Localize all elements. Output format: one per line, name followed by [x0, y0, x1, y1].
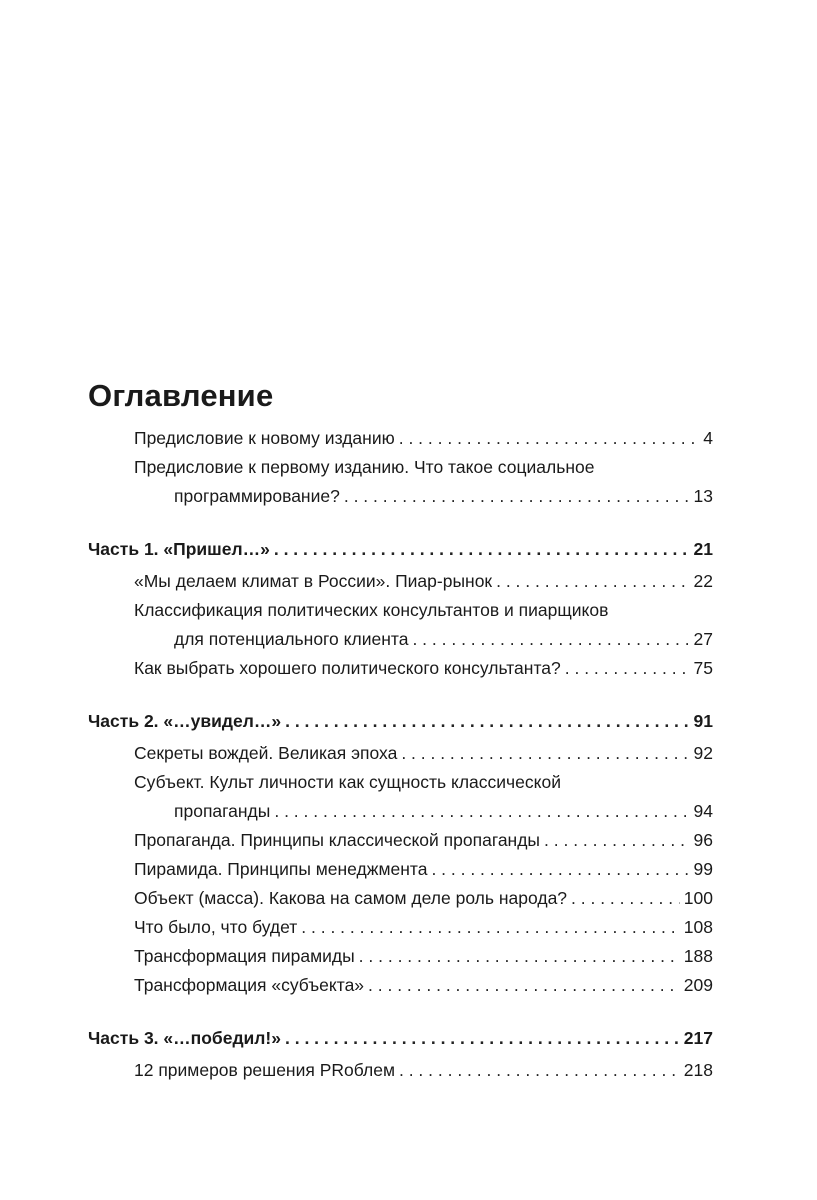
- dot-leader: [571, 884, 680, 913]
- dot-leader: [431, 855, 689, 884]
- toc-entry-title: Секреты вождей. Великая эпоха: [134, 743, 398, 763]
- toc-entry: [88, 1056, 713, 1085]
- toc-entry-page: 75: [693, 658, 713, 678]
- toc-entry-title-cont: программирование?: [174, 486, 340, 506]
- toc-entry-title: Классификация политических консультантов и пиарщиков: [134, 600, 609, 620]
- toc-entry-title: Что было, что будет: [134, 917, 298, 937]
- toc-entry: [88, 567, 713, 596]
- toc-part-heading: [88, 535, 713, 564]
- dot-leader: [496, 567, 689, 596]
- dot-leader: [399, 424, 700, 453]
- toc-part-page: 91: [693, 711, 713, 731]
- toc-part-page: 217: [683, 1028, 713, 1048]
- toc-entry: [88, 884, 713, 913]
- toc-entry: [88, 855, 713, 884]
- toc-entry-page: 13: [693, 486, 713, 506]
- toc-entry-title: Пропаганда. Принципы классической пропаганды: [134, 830, 541, 850]
- toc-entry-title: «Мы делаем климат в России». Пиар-рынок: [134, 571, 493, 591]
- toc-part-page: 21: [693, 539, 713, 559]
- toc-entry-page: 218: [683, 1060, 713, 1080]
- toc-part-heading: [88, 707, 713, 736]
- dot-leader: [285, 1024, 680, 1053]
- dot-leader: [544, 826, 690, 855]
- toc-entry-page: 108: [683, 917, 713, 937]
- toc-entry-page: 96: [693, 830, 713, 850]
- toc-entry-page: 94: [693, 801, 713, 821]
- toc-entry-page: 4: [703, 428, 713, 448]
- dot-leader: [359, 942, 680, 971]
- toc-entry-title: 12 примеров решения PRоблем: [134, 1060, 395, 1080]
- toc-entry: [88, 971, 713, 1000]
- dot-leader: [401, 739, 689, 768]
- toc-entry: [88, 913, 713, 942]
- toc-entry: [88, 739, 713, 768]
- toc-entry-page: 209: [683, 975, 713, 995]
- toc-entry-page: 27: [693, 629, 713, 649]
- dot-leader: [399, 1056, 680, 1085]
- dot-leader: [412, 625, 689, 654]
- dot-leader: [274, 797, 689, 826]
- toc-entry: [88, 654, 713, 683]
- toc-entry-title-cont: пропаганды: [174, 801, 271, 821]
- toc-entry-page: 22: [693, 571, 713, 591]
- toc-entry-page: 92: [693, 743, 713, 763]
- toc-entry-title: Предисловие к новому изданию: [134, 428, 395, 448]
- toc-entry: [88, 453, 713, 511]
- dot-leader: [344, 482, 690, 511]
- toc-entry-title: Объект (масса). Какова на самом деле роль народа?: [134, 888, 568, 908]
- table-of-contents: [88, 424, 713, 1085]
- toc-entry-title: Трансформация пирамиды: [134, 946, 355, 966]
- toc-entry-title: Пирамида. Принципы менеджмента: [134, 859, 428, 879]
- page-title: Оглавление: [88, 378, 274, 413]
- toc-entry-title: Как выбрать хорошего политического консультанта?: [134, 658, 561, 678]
- toc-entry: [88, 596, 713, 654]
- toc-entry-title: Предисловие к первому изданию. Что такое социальное: [134, 457, 595, 477]
- toc-entry: [88, 826, 713, 855]
- toc-part-heading: [88, 1024, 713, 1053]
- toc-part-title: Часть 2. «…увидел…»: [88, 711, 282, 731]
- toc-entry: [88, 942, 713, 971]
- dot-leader: [368, 971, 680, 1000]
- toc-entry-title: Трансформация «субъекта»: [134, 975, 365, 995]
- dot-leader: [285, 707, 689, 736]
- toc-entry: [88, 768, 713, 826]
- dot-leader: [301, 913, 680, 942]
- toc-entry: [88, 424, 713, 453]
- toc-part-title: Часть 3. «…победил!»: [88, 1028, 281, 1048]
- toc-part-title: Часть 1. «Пришел…»: [88, 539, 270, 559]
- toc-entry-title-cont: для потенциального клиента: [174, 629, 409, 649]
- toc-entry-page: 99: [693, 859, 713, 879]
- toc-entry-title: Субъект. Культ личности как сущность классической: [134, 772, 562, 792]
- toc-entry-page: 100: [683, 888, 713, 908]
- dot-leader: [274, 535, 690, 564]
- toc-entry-page: 188: [683, 946, 713, 966]
- dot-leader: [565, 654, 690, 683]
